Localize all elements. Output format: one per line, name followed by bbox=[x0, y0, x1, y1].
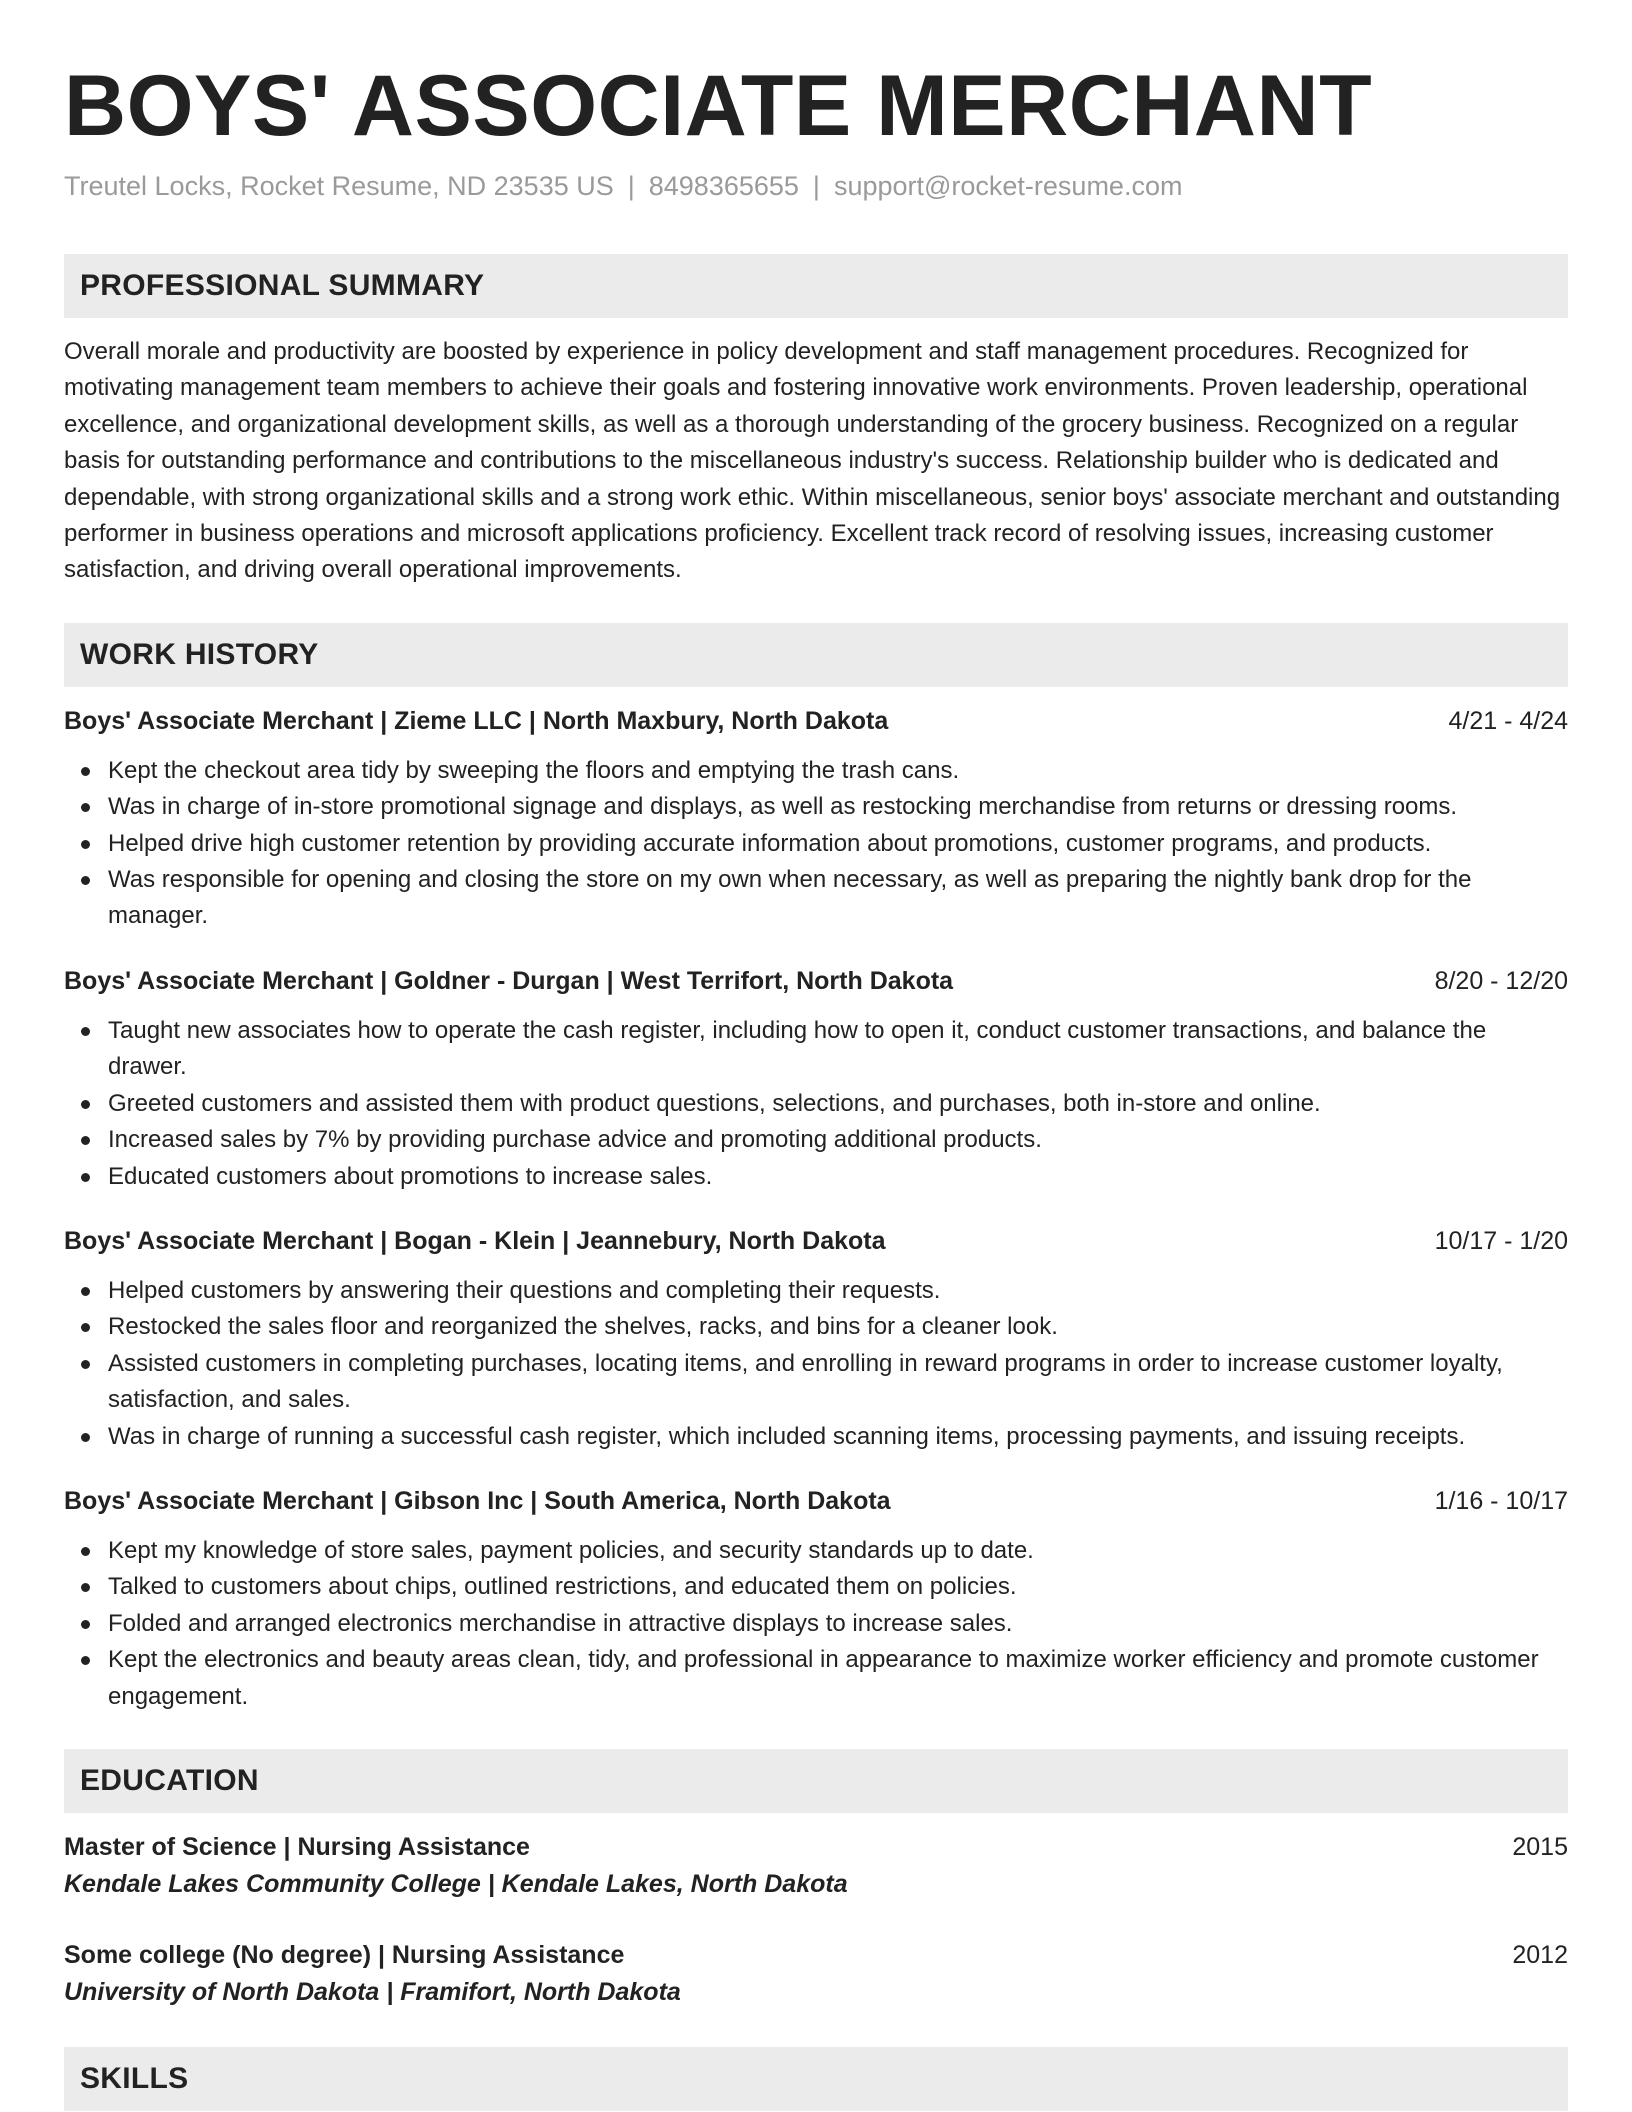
contact-line bbox=[64, 168, 1568, 204]
job-bullet bbox=[64, 1569, 1568, 1605]
education-heading-line bbox=[64, 1829, 1568, 1865]
job-bullet bbox=[64, 1533, 1568, 1569]
job-bullet-text: Educated customers about promotions to increase sales. bbox=[108, 1162, 713, 1190]
bullet-dot-icon bbox=[81, 1027, 90, 1036]
education-school: University of North Dakota | Framifort, North Dakota bbox=[64, 1977, 681, 2006]
job-bullets bbox=[64, 1533, 1568, 1715]
job-bullet bbox=[64, 1086, 1568, 1122]
job-heading-line bbox=[64, 1223, 1568, 1259]
contact-separator: | bbox=[627, 171, 635, 201]
education-heading-line bbox=[64, 1937, 1568, 1973]
work-history-section-header: WORK HISTORY bbox=[64, 623, 1568, 687]
bullet-dot-icon bbox=[81, 767, 90, 776]
job-title: Boys' Associate Merchant | Gibson Inc | South America, North Dakota bbox=[64, 1486, 891, 1515]
job-bullet bbox=[64, 1642, 1568, 1715]
bullet-dot-icon bbox=[81, 1433, 90, 1442]
job-bullet bbox=[64, 1122, 1568, 1158]
job-dates: 1/16 - 10/17 bbox=[1434, 1486, 1568, 1515]
job-bullet-text: Was in charge of running a successful cash register, which included scanning items, processing payments, and issuing receipts. bbox=[108, 1422, 1466, 1450]
education-section-header: EDUCATION bbox=[64, 1749, 1568, 1813]
job-bullets bbox=[64, 1273, 1568, 1455]
job-bullet-text: Assisted customers in completing purchases, locating items, and enrolling in reward programs in order to increase customer loyalty, satisfaction, and sales. bbox=[108, 1349, 1503, 1414]
bullet-dot-icon bbox=[81, 876, 90, 885]
summary-section-header: PROFESSIONAL SUMMARY bbox=[64, 254, 1568, 318]
job-bullet bbox=[64, 1013, 1568, 1086]
bullet-dot-icon bbox=[81, 1583, 90, 1592]
job-dates: 8/20 - 12/20 bbox=[1434, 966, 1568, 995]
job-bullet-text: Folded and arranged electronics merchandise in attractive displays to increase sales. bbox=[108, 1609, 1013, 1637]
job-bullet-text: Increased sales by 7% by providing purchase advice and promoting additional products. bbox=[108, 1126, 1042, 1154]
job-title: Boys' Associate Merchant | Zieme LLC | North Maxbury, North Dakota bbox=[64, 706, 889, 735]
job-bullet-text: Was responsible for opening and closing the store on my own when necessary, as well as preparing the nightly bank drop for the manager. bbox=[108, 866, 1472, 930]
job-bullet bbox=[64, 1309, 1568, 1345]
job-bullet bbox=[64, 789, 1568, 825]
job-entry bbox=[64, 1223, 1568, 1455]
job-bullet-text: Greeted customers and assisted them with product questions, selections, and purchases, both in-store and online. bbox=[108, 1089, 1321, 1117]
resume-page bbox=[64, 0, 1568, 2111]
job-bullet-text: Kept the electronics and beauty areas clean, tidy, and professional in appearance to maximize worker efficiency and promote customer engagement. bbox=[108, 1646, 1539, 1710]
job-bullet bbox=[64, 753, 1568, 789]
bullet-dot-icon bbox=[81, 803, 90, 812]
job-bullet bbox=[64, 1606, 1568, 1642]
job-bullet bbox=[64, 1419, 1568, 1455]
job-bullet-text: Was in charge of in-store promotional signage and displays, as well as restocking merchandise from returns or dressing rooms. bbox=[108, 793, 1458, 821]
education-year: 2015 bbox=[1512, 1832, 1568, 1861]
job-bullets bbox=[64, 1013, 1568, 1195]
job-heading-line bbox=[64, 963, 1568, 999]
education-school: Kendale Lakes Community College | Kendale Lakes, North Dakota bbox=[64, 1869, 848, 1898]
education-year: 2012 bbox=[1512, 1940, 1568, 1969]
bullet-dot-icon bbox=[81, 1656, 90, 1665]
job-heading-line bbox=[64, 703, 1568, 739]
bullet-dot-icon bbox=[81, 1287, 90, 1296]
job-bullet bbox=[64, 826, 1568, 862]
job-dates: 10/17 - 1/20 bbox=[1434, 1226, 1568, 1255]
job-bullet bbox=[64, 1273, 1568, 1309]
job-bullets bbox=[64, 753, 1568, 935]
bullet-dot-icon bbox=[81, 1360, 90, 1369]
bullet-dot-icon bbox=[81, 1173, 90, 1182]
job-title: Boys' Associate Merchant | Bogan - Klein | Jeannebury, North Dakota bbox=[64, 1226, 886, 1255]
bullet-dot-icon bbox=[81, 840, 90, 849]
job-bullet-text: Talked to customers about chips, outlined restrictions, and educated them on policies. bbox=[108, 1573, 1017, 1601]
job-dates: 4/21 - 4/24 bbox=[1448, 706, 1568, 735]
contact-phone: 8498365655 bbox=[648, 171, 799, 201]
summary-text: Overall morale and productivity are boosted by experience in policy development and staff management procedures. Recognized for motivating management team members to achieve their goals and fostering innovative work environments. Proven leadership, operational excellence, and organizational development skills, as well as a thorough understanding of the grocery business. Recognized on a regular basis for outstanding performance and contributions to the miscellaneous industry's success. Relationship builder who is dedicated and dependable, with strong organizational skills and a strong work ethic. Within miscellaneous, senior boys' associate merchant and outstanding performer in business operations and microsoft applications proficiency. Excellent track record of resolving issues, increasing customer satisfaction, and driving overall operational improvements. bbox=[64, 338, 1561, 584]
job-title: Boys' Associate Merchant | Goldner - Durgan | West Terrifort, North Dakota bbox=[64, 966, 954, 995]
education-entry bbox=[64, 1829, 1568, 1903]
job-entry bbox=[64, 703, 1568, 935]
education-entry bbox=[64, 1937, 1568, 2011]
contact-separator: | bbox=[812, 171, 820, 201]
job-entry bbox=[64, 1483, 1568, 1715]
job-bullet-text: Helped drive high customer retention by providing accurate information about promotions, customer programs, and products. bbox=[108, 829, 1432, 857]
job-bullet-text: Restocked the sales floor and reorganized the shelves, racks, and bins for a cleaner look. bbox=[108, 1313, 1058, 1341]
education-degree: Some college (No degree) | Nursing Assistance bbox=[64, 1940, 625, 1969]
job-bullet-text: Helped customers by answering their questions and completing their requests. bbox=[108, 1276, 941, 1304]
resume-name: BOYS' ASSOCIATE MERCHANT bbox=[64, 58, 1373, 154]
skills-section-header: SKILLS bbox=[64, 2047, 1568, 2111]
job-entry bbox=[64, 963, 1568, 1195]
job-bullet bbox=[64, 1346, 1568, 1419]
job-bullet-text: Taught new associates how to operate the cash register, including how to open it, conduct customer transactions, and balance the drawer. bbox=[108, 1016, 1487, 1081]
bullet-dot-icon bbox=[81, 1323, 90, 1332]
job-bullet bbox=[64, 862, 1568, 935]
education-degree: Master of Science | Nursing Assistance bbox=[64, 1832, 530, 1861]
bullet-dot-icon bbox=[81, 1547, 90, 1556]
bullet-dot-icon bbox=[81, 1620, 90, 1629]
bullet-dot-icon bbox=[81, 1136, 90, 1145]
job-bullet-text: Kept my knowledge of store sales, payment policies, and security standards up to date. bbox=[108, 1536, 1034, 1564]
job-bullet bbox=[64, 1159, 1568, 1195]
job-bullet-text: Kept the checkout area tidy by sweeping the floors and emptying the trash cans. bbox=[108, 756, 960, 784]
bullet-dot-icon bbox=[81, 1100, 90, 1109]
job-heading-line bbox=[64, 1483, 1568, 1519]
contact-email: support@rocket-resume.com bbox=[833, 171, 1183, 201]
contact-address: Treutel Locks, Rocket Resume, ND 23535 US bbox=[64, 171, 614, 201]
